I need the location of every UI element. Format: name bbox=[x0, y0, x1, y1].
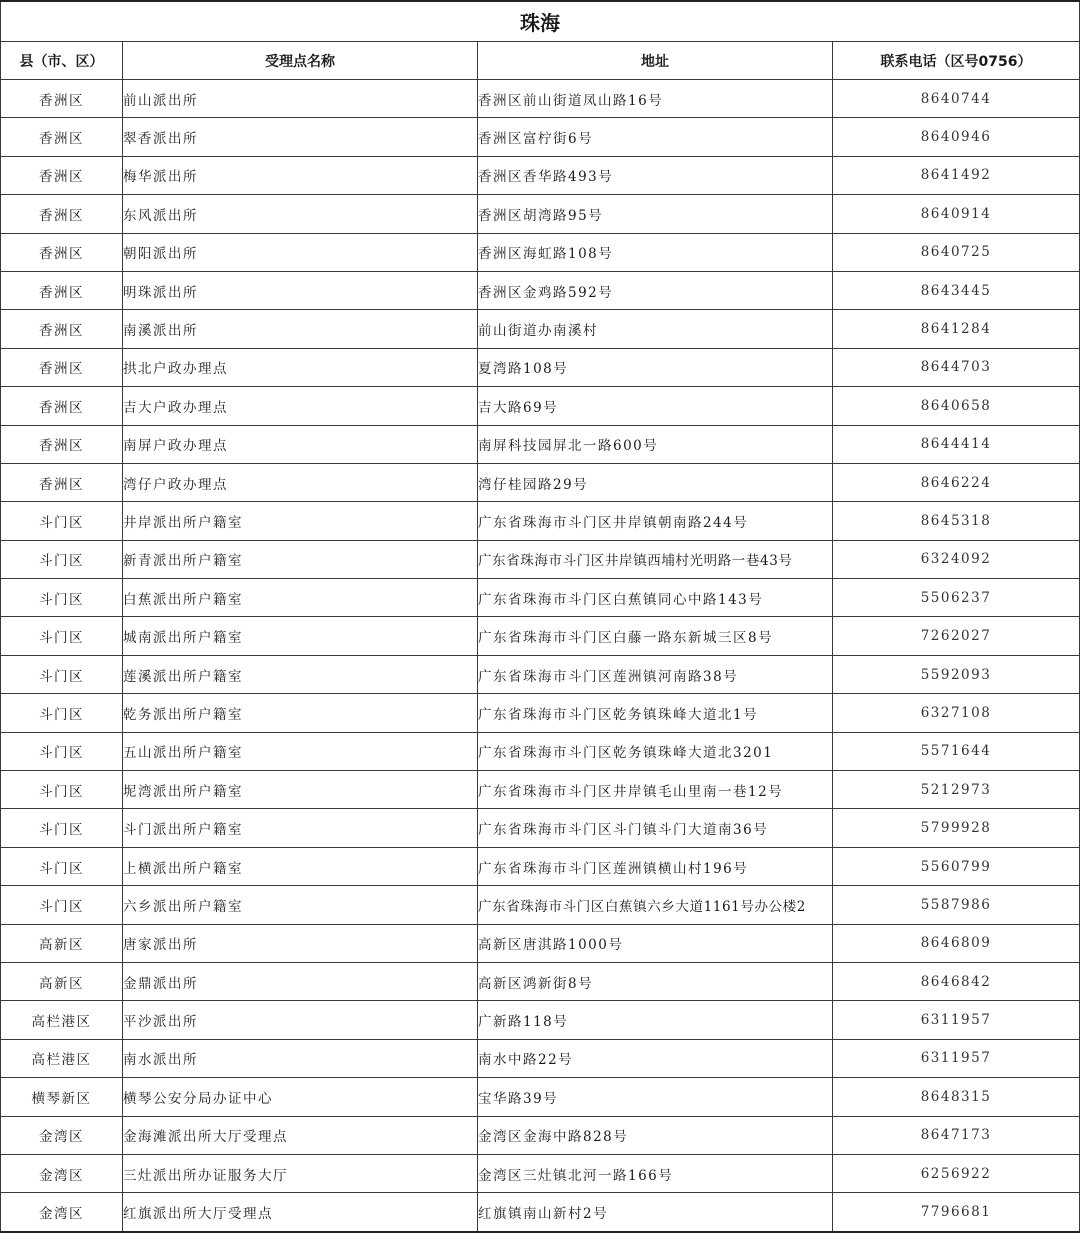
table-row bbox=[1, 886, 1080, 924]
cell-district: 金湾区 bbox=[1, 1154, 123, 1192]
cell-district: 香洲区 bbox=[1, 233, 123, 271]
cell-address: 广东省珠海市斗门区乾务镇珠峰大道北3201 bbox=[478, 732, 833, 770]
table-row bbox=[1, 962, 1080, 1000]
cell-name: 南水派出所 bbox=[123, 1039, 478, 1077]
cell-district: 金湾区 bbox=[1, 1116, 123, 1154]
cell-district: 香洲区 bbox=[1, 425, 123, 463]
table-row bbox=[1, 348, 1080, 386]
cell-address: 广东省珠海市斗门区井岸镇西埔村光明路一巷43号 bbox=[478, 540, 833, 578]
cell-name: 城南派出所户籍室 bbox=[123, 617, 478, 655]
cell-address: 南水中路22号 bbox=[478, 1039, 833, 1077]
cell-address: 吉大路69号 bbox=[478, 387, 833, 425]
cell-name: 拱北户政办理点 bbox=[123, 348, 478, 386]
column-header-name: 受理点名称 bbox=[123, 42, 478, 80]
table-row bbox=[1, 271, 1080, 309]
cell-phone: 6311957 bbox=[833, 1039, 1080, 1077]
cell-name: 南屏户政办理点 bbox=[123, 425, 478, 463]
cell-phone: 7262027 bbox=[833, 617, 1080, 655]
cell-district: 斗门区 bbox=[1, 886, 123, 924]
header-row bbox=[1, 42, 1080, 80]
cell-district: 斗门区 bbox=[1, 771, 123, 809]
cell-address: 高新区唐淇路1000号 bbox=[478, 924, 833, 962]
cell-phone: 8644703 bbox=[833, 348, 1080, 386]
table-row bbox=[1, 1116, 1080, 1154]
cell-name: 前山派出所 bbox=[123, 80, 478, 118]
column-header-district: 县（市、区） bbox=[1, 42, 123, 80]
table-row bbox=[1, 387, 1080, 425]
cell-phone: 8646842 bbox=[833, 962, 1080, 1000]
cell-phone: 5212973 bbox=[833, 771, 1080, 809]
cell-phone: 8644414 bbox=[833, 425, 1080, 463]
cell-phone: 5592093 bbox=[833, 655, 1080, 693]
cell-name: 坭湾派出所户籍室 bbox=[123, 771, 478, 809]
cell-address: 广东省珠海市斗门区莲洲镇横山村196号 bbox=[478, 847, 833, 885]
table-body bbox=[1, 80, 1080, 1232]
cell-phone: 5571644 bbox=[833, 732, 1080, 770]
cell-district: 香洲区 bbox=[1, 80, 123, 118]
cell-name: 湾仔户政办理点 bbox=[123, 463, 478, 501]
cell-name: 明珠派出所 bbox=[123, 271, 478, 309]
table-row bbox=[1, 233, 1080, 271]
cell-phone: 8647173 bbox=[833, 1116, 1080, 1154]
cell-phone: 7796681 bbox=[833, 1193, 1080, 1232]
table-row bbox=[1, 847, 1080, 885]
cell-name: 金鼎派出所 bbox=[123, 962, 478, 1000]
cell-address: 金湾区三灶镇北河一路166号 bbox=[478, 1154, 833, 1192]
cell-phone: 8640725 bbox=[833, 233, 1080, 271]
cell-phone: 5560799 bbox=[833, 847, 1080, 885]
table-row bbox=[1, 118, 1080, 156]
cell-name: 乾务派出所户籍室 bbox=[123, 694, 478, 732]
cell-name: 东风派出所 bbox=[123, 195, 478, 233]
title-row bbox=[1, 1, 1080, 42]
cell-address: 高新区鸿新街8号 bbox=[478, 962, 833, 1000]
cell-district: 香洲区 bbox=[1, 310, 123, 348]
cell-phone: 5587986 bbox=[833, 886, 1080, 924]
table-row bbox=[1, 924, 1080, 962]
cell-district: 斗门区 bbox=[1, 502, 123, 540]
table-row bbox=[1, 655, 1080, 693]
cell-name: 朝阳派出所 bbox=[123, 233, 478, 271]
cell-district: 横琴新区 bbox=[1, 1078, 123, 1116]
cell-phone: 6311957 bbox=[833, 1001, 1080, 1039]
table-row bbox=[1, 80, 1080, 118]
cell-phone: 6324092 bbox=[833, 540, 1080, 578]
table-row bbox=[1, 579, 1080, 617]
cell-name: 南溪派出所 bbox=[123, 310, 478, 348]
cell-district: 斗门区 bbox=[1, 655, 123, 693]
table-row bbox=[1, 540, 1080, 578]
cell-address: 香洲区前山街道凤山路16号 bbox=[478, 80, 833, 118]
table-row bbox=[1, 694, 1080, 732]
cell-district: 斗门区 bbox=[1, 847, 123, 885]
cell-name: 梅华派出所 bbox=[123, 156, 478, 194]
cell-district: 斗门区 bbox=[1, 694, 123, 732]
cell-phone: 8645318 bbox=[833, 502, 1080, 540]
cell-phone: 6256922 bbox=[833, 1154, 1080, 1192]
cell-name: 莲溪派出所户籍室 bbox=[123, 655, 478, 693]
cell-address: 广东省珠海市斗门区斗门镇斗门大道南36号 bbox=[478, 809, 833, 847]
cell-name: 新青派出所户籍室 bbox=[123, 540, 478, 578]
cell-district: 高栏港区 bbox=[1, 1001, 123, 1039]
table-row bbox=[1, 1193, 1080, 1232]
cell-district: 香洲区 bbox=[1, 271, 123, 309]
cell-name: 红旗派出所大厅受理点 bbox=[123, 1193, 478, 1232]
cell-phone: 8640744 bbox=[833, 80, 1080, 118]
table-row bbox=[1, 463, 1080, 501]
cell-address: 红旗镇南山新村2号 bbox=[478, 1193, 833, 1232]
cell-phone: 8646224 bbox=[833, 463, 1080, 501]
cell-name: 金海滩派出所大厅受理点 bbox=[123, 1116, 478, 1154]
cell-name: 吉大户政办理点 bbox=[123, 387, 478, 425]
table-row bbox=[1, 809, 1080, 847]
cell-address: 湾仔桂园路29号 bbox=[478, 463, 833, 501]
cell-name: 翠香派出所 bbox=[123, 118, 478, 156]
cell-address: 广东省珠海市斗门区井岸镇毛山里南一巷12号 bbox=[478, 771, 833, 809]
cell-name: 唐家派出所 bbox=[123, 924, 478, 962]
cell-district: 金湾区 bbox=[1, 1193, 123, 1232]
cell-address: 香洲区胡湾路95号 bbox=[478, 195, 833, 233]
cell-address: 香洲区金鸡路592号 bbox=[478, 271, 833, 309]
table-row bbox=[1, 771, 1080, 809]
cell-address: 香洲区香华路493号 bbox=[478, 156, 833, 194]
cell-phone: 6327108 bbox=[833, 694, 1080, 732]
cell-phone: 5799928 bbox=[833, 809, 1080, 847]
cell-address: 前山街道办南溪村 bbox=[478, 310, 833, 348]
cell-district: 香洲区 bbox=[1, 463, 123, 501]
cell-address: 广东省珠海市斗门区白蕉镇六乡大道1161号办公楼2 bbox=[478, 886, 833, 924]
cell-district: 香洲区 bbox=[1, 118, 123, 156]
cell-address: 广东省珠海市斗门区乾务镇珠峰大道北1号 bbox=[478, 694, 833, 732]
cell-name: 斗门派出所户籍室 bbox=[123, 809, 478, 847]
cell-district: 香洲区 bbox=[1, 387, 123, 425]
cell-address: 宝华路39号 bbox=[478, 1078, 833, 1116]
table-row bbox=[1, 732, 1080, 770]
cell-district: 香洲区 bbox=[1, 195, 123, 233]
cell-address: 广东省珠海市斗门区白藤一路东新城三区8号 bbox=[478, 617, 833, 655]
cell-name: 平沙派出所 bbox=[123, 1001, 478, 1039]
cell-district: 斗门区 bbox=[1, 732, 123, 770]
table-row bbox=[1, 1154, 1080, 1192]
cell-phone: 8643445 bbox=[833, 271, 1080, 309]
table-row bbox=[1, 1039, 1080, 1077]
cell-address: 金湾区金海中路828号 bbox=[478, 1116, 833, 1154]
cell-address: 广东省珠海市斗门区莲洲镇河南路38号 bbox=[478, 655, 833, 693]
table-row bbox=[1, 310, 1080, 348]
cell-address: 广东省珠海市斗门区井岸镇朝南路244号 bbox=[478, 502, 833, 540]
cell-district: 香洲区 bbox=[1, 156, 123, 194]
cell-district: 斗门区 bbox=[1, 540, 123, 578]
cell-district: 斗门区 bbox=[1, 579, 123, 617]
table-row bbox=[1, 156, 1080, 194]
cell-name: 上横派出所户籍室 bbox=[123, 847, 478, 885]
cell-address: 广东省珠海市斗门区白蕉镇同心中路143号 bbox=[478, 579, 833, 617]
cell-district: 高栏港区 bbox=[1, 1039, 123, 1077]
column-header-phone: 联系电话（区号0756） bbox=[833, 42, 1080, 80]
cell-phone: 8640946 bbox=[833, 118, 1080, 156]
cell-district: 香洲区 bbox=[1, 348, 123, 386]
cell-name: 白蕉派出所户籍室 bbox=[123, 579, 478, 617]
table-row bbox=[1, 1001, 1080, 1039]
cell-district: 高新区 bbox=[1, 962, 123, 1000]
cell-address: 广新路118号 bbox=[478, 1001, 833, 1039]
cell-name: 六乡派出所户籍室 bbox=[123, 886, 478, 924]
table-row bbox=[1, 425, 1080, 463]
cell-name: 三灶派出所办证服务大厅 bbox=[123, 1154, 478, 1192]
cell-phone: 8641492 bbox=[833, 156, 1080, 194]
table-row bbox=[1, 617, 1080, 655]
cell-address: 夏湾路108号 bbox=[478, 348, 833, 386]
cell-address: 香洲区海虹路108号 bbox=[478, 233, 833, 271]
cell-phone: 8648315 bbox=[833, 1078, 1080, 1116]
cell-phone: 8641284 bbox=[833, 310, 1080, 348]
cell-address: 香洲区富柠街6号 bbox=[478, 118, 833, 156]
column-header-address: 地址 bbox=[478, 42, 833, 80]
cell-phone: 5506237 bbox=[833, 579, 1080, 617]
cell-address: 南屏科技园屏北一路600号 bbox=[478, 425, 833, 463]
cell-phone: 8640658 bbox=[833, 387, 1080, 425]
cell-district: 斗门区 bbox=[1, 809, 123, 847]
cell-district: 高新区 bbox=[1, 924, 123, 962]
cell-phone: 8640914 bbox=[833, 195, 1080, 233]
cell-phone: 8646809 bbox=[833, 924, 1080, 962]
table-row bbox=[1, 1078, 1080, 1116]
cell-district: 斗门区 bbox=[1, 617, 123, 655]
cell-name: 井岸派出所户籍室 bbox=[123, 502, 478, 540]
table-title: 珠海 bbox=[1, 1, 1080, 42]
cell-name: 横琴公安分局办证中心 bbox=[123, 1078, 478, 1116]
cell-name: 五山派出所户籍室 bbox=[123, 732, 478, 770]
table-row bbox=[1, 195, 1080, 233]
table-row bbox=[1, 502, 1080, 540]
